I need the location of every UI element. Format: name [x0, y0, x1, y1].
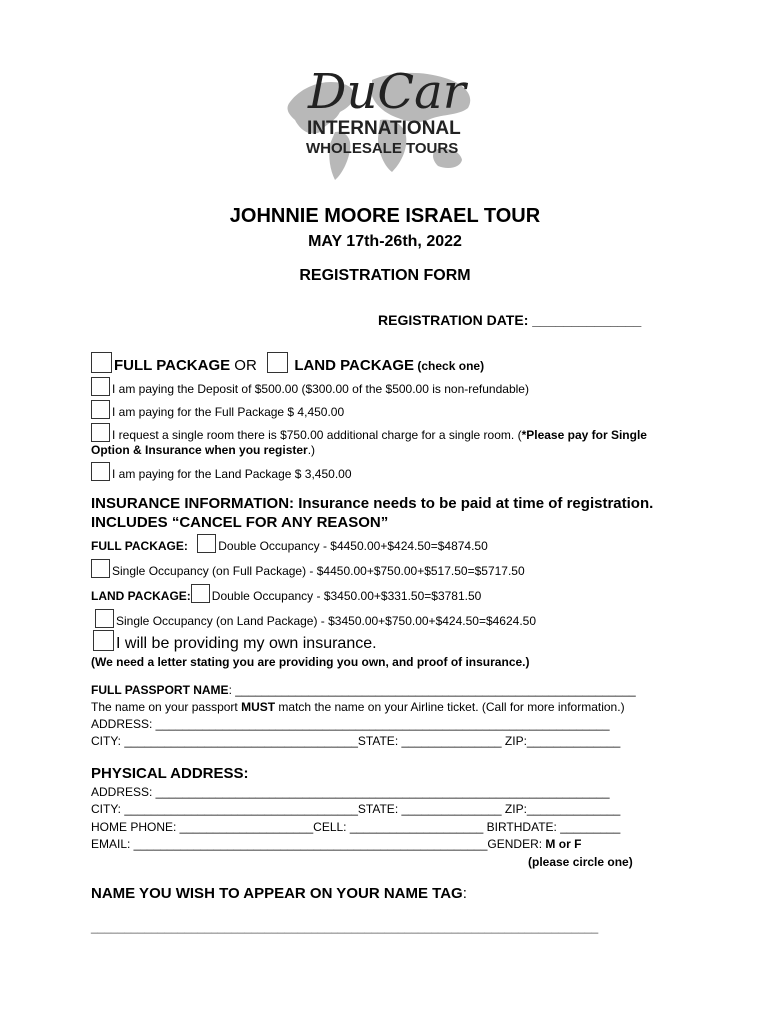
insurance-own-text: I will be providing my own insurance. — [116, 635, 377, 652]
passport-city-field[interactable]: CITY: ___________________________________STATE: _______________ ZIP:______________ — [91, 734, 621, 748]
insurance-subheading: INCLUDES “CANCEL FOR ANY REASON” — [91, 514, 389, 531]
phone-row[interactable]: HOME PHONE: ____________________CELL: ____________________ BIRTHDATE: _________ — [91, 820, 621, 834]
passport-name-row — [91, 683, 636, 697]
insurance-land-single — [91, 609, 536, 628]
insurance-land-double-checkbox[interactable] — [191, 584, 210, 603]
full-payment-option — [91, 400, 344, 419]
email-field[interactable]: EMAIL: _____________________________________________________GENDER: — [91, 837, 546, 851]
passport-name-line: : ____________________________________________________________ — [228, 683, 636, 697]
name-tag-label: NAME YOU WISH TO APPEAR ON YOUR NAME TAG — [91, 885, 463, 902]
land-package-label: LAND PACKAGE — [294, 357, 415, 374]
tour-title: JOHNNIE MOORE ISRAEL TOUR — [229, 205, 541, 227]
name-tag-row — [91, 885, 467, 902]
physical-city-field[interactable]: CITY: ___________________________________STATE: _______________ ZIP:______________ — [91, 802, 621, 816]
insurance-land-label: LAND PACKAGE: — [91, 589, 191, 603]
single-room-checkbox[interactable] — [91, 423, 110, 442]
passport-note-post: match the name on your Airline ticket. (Call for more information.) — [275, 700, 625, 714]
package-choice-row — [91, 352, 484, 374]
logo-script: DuCar — [308, 64, 466, 120]
deposit-option — [91, 377, 529, 396]
circle-one-note: (please circle one) — [528, 855, 633, 869]
registration-date: REGISTRATION DATE: ______________ — [378, 312, 642, 328]
email-row — [91, 837, 581, 851]
insurance-heading: INSURANCE INFORMATION: Insurance needs to be paid at time of registration. — [91, 495, 654, 512]
gender-options[interactable]: M or F — [545, 837, 582, 851]
insurance-own-note: (We need a letter stating you are providing you own, and proof of insurance.) — [91, 655, 530, 669]
insurance-full-single-text: Single Occupancy (on Full Package) - $4450.00+$750.00+$517.50=$5717.50 — [112, 564, 525, 578]
insurance-own — [91, 630, 377, 653]
deposit-text: I am paying the Deposit of $500.00 ($300.00 of the $500.00 is non-refundable) — [112, 382, 529, 396]
land-package-checkbox[interactable] — [267, 352, 288, 373]
physical-address-field[interactable]: ADDRESS: ____________________________________________________________________ — [91, 785, 610, 799]
insurance-full-single-checkbox[interactable] — [91, 559, 110, 578]
single-room-bold2: Option & Insurance when you register — [91, 443, 308, 457]
insurance-land-single-text: Single Occupancy (on Land Package) - $3450.00+$750.00+$424.50=$4624.50 — [116, 614, 536, 628]
passport-name-label: FULL PASSPORT NAME — [91, 683, 229, 697]
land-payment-option — [91, 462, 352, 481]
check-one-note: (check one) — [414, 359, 485, 373]
passport-note-must: MUST — [241, 700, 276, 714]
single-room-text: I request a single room there is $750.00 additional charge for a single room. ( — [112, 428, 522, 442]
name-tag-field[interactable]: ____________________________________________________________________________ — [91, 920, 599, 934]
single-room-option — [91, 423, 647, 442]
full-package-checkbox[interactable] — [91, 352, 112, 373]
insurance-full-single — [91, 559, 525, 578]
insurance-full-double-text: Double Occupancy - $4450.00+$424.50=$4874.50 — [218, 539, 488, 553]
passport-address-field[interactable]: ADDRESS: ____________________________________________________________________ — [91, 717, 610, 731]
name-tag-colon: : — [462, 885, 467, 902]
form-title: REGISTRATION FORM — [299, 267, 471, 284]
insurance-own-checkbox[interactable] — [93, 630, 114, 651]
insurance-full-label: FULL PACKAGE: — [91, 539, 188, 553]
insurance-land-double-text: Double Occupancy - $3450.00+$331.50=$3781.50 — [211, 589, 482, 603]
passport-note-pre: The name on your passport — [91, 700, 242, 714]
physical-address-heading: PHYSICAL ADDRESS: — [91, 765, 249, 782]
tour-dates: MAY 17th-26th, 2022 — [308, 233, 462, 250]
insurance-land-single-checkbox[interactable] — [95, 609, 114, 628]
single-room-bold1: *Please pay for Single — [521, 428, 647, 442]
insurance-land-double — [91, 584, 481, 603]
single-room-end: .) — [307, 443, 316, 457]
full-payment-checkbox[interactable] — [91, 400, 110, 419]
full-package-label: FULL PACKAGE — [114, 357, 231, 374]
deposit-checkbox[interactable] — [91, 377, 110, 396]
single-room-option-cont — [91, 443, 315, 457]
ducar-logo — [280, 62, 480, 192]
passport-note — [91, 700, 625, 714]
land-payment-text: I am paying for the Land Package $ 3,450.00 — [112, 467, 352, 481]
insurance-full-double-checkbox[interactable] — [197, 534, 216, 553]
full-payment-text: I am paying for the Full Package $ 4,450.00 — [112, 405, 345, 419]
logo-line1: INTERNATIONAL — [307, 118, 461, 139]
or-text: OR — [230, 357, 261, 374]
insurance-full-double — [91, 534, 488, 553]
land-payment-checkbox[interactable] — [91, 462, 110, 481]
logo-line2: WHOLESALE TOURS — [306, 140, 459, 157]
